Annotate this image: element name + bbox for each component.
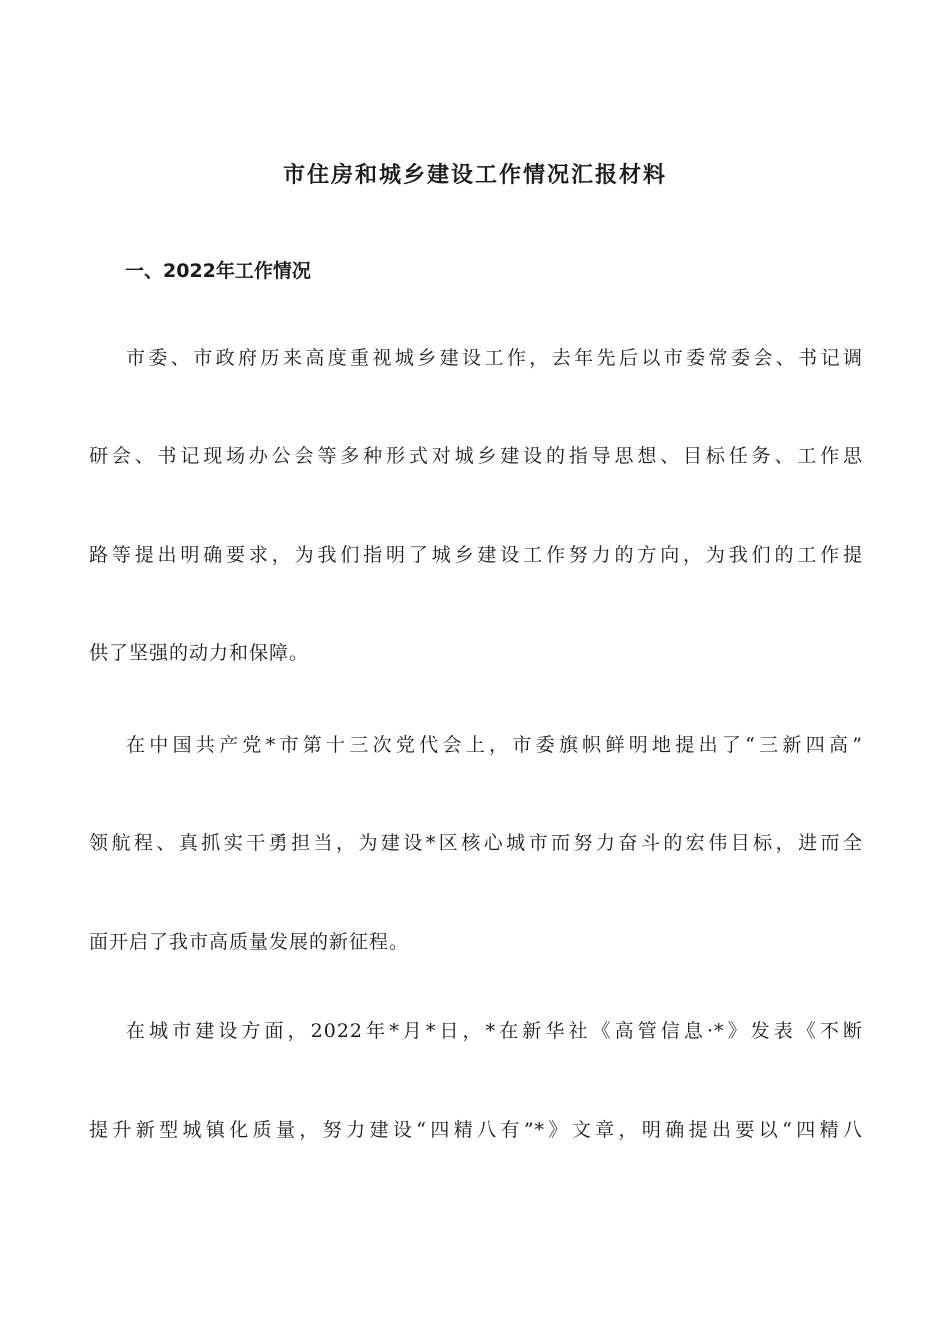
paragraph-1-line-4: 供了坚强的动力和保障。 bbox=[89, 642, 310, 664]
paragraph-3-line-1: 在城市建设方面，2022年*月*日，*在新华社《高管信息·*》发表《不断 bbox=[126, 1020, 863, 1042]
paragraph-1-line-3: 路等提出明确要求，为我们指明了城乡建设工作努力的方向，为我们的工作提 bbox=[89, 544, 863, 566]
paragraph-2-line-1: 在中国共产党*市第十三次党代会上，市委旗帜鲜明地提出了“三新四高” bbox=[126, 734, 863, 756]
section-heading: 一、2022年工作情况 bbox=[125, 260, 311, 282]
paragraph-2-line-3: 面开启了我市高质量发展的新征程。 bbox=[89, 931, 410, 953]
paragraph-1-line-2: 研会、书记现场办公会等多种形式对城乡建设的指导思想、目标任务、工作思 bbox=[89, 445, 863, 467]
paragraph-1-line-1: 市委、市政府历来高度重视城乡建设工作，去年先后以市委常委会、书记调 bbox=[126, 347, 863, 369]
document-title: 市住房和城乡建设工作情况汇报材料 bbox=[282, 163, 667, 188]
paragraph-3-line-2: 提升新型城镇化质量，努力建设“四精八有”*》文章，明确提出要以“四精八 bbox=[89, 1119, 863, 1141]
paragraph-2-line-2: 领航程、真抓实干勇担当，为建设*区核心城市而努力奋斗的宏伟目标，进而全 bbox=[89, 832, 863, 854]
